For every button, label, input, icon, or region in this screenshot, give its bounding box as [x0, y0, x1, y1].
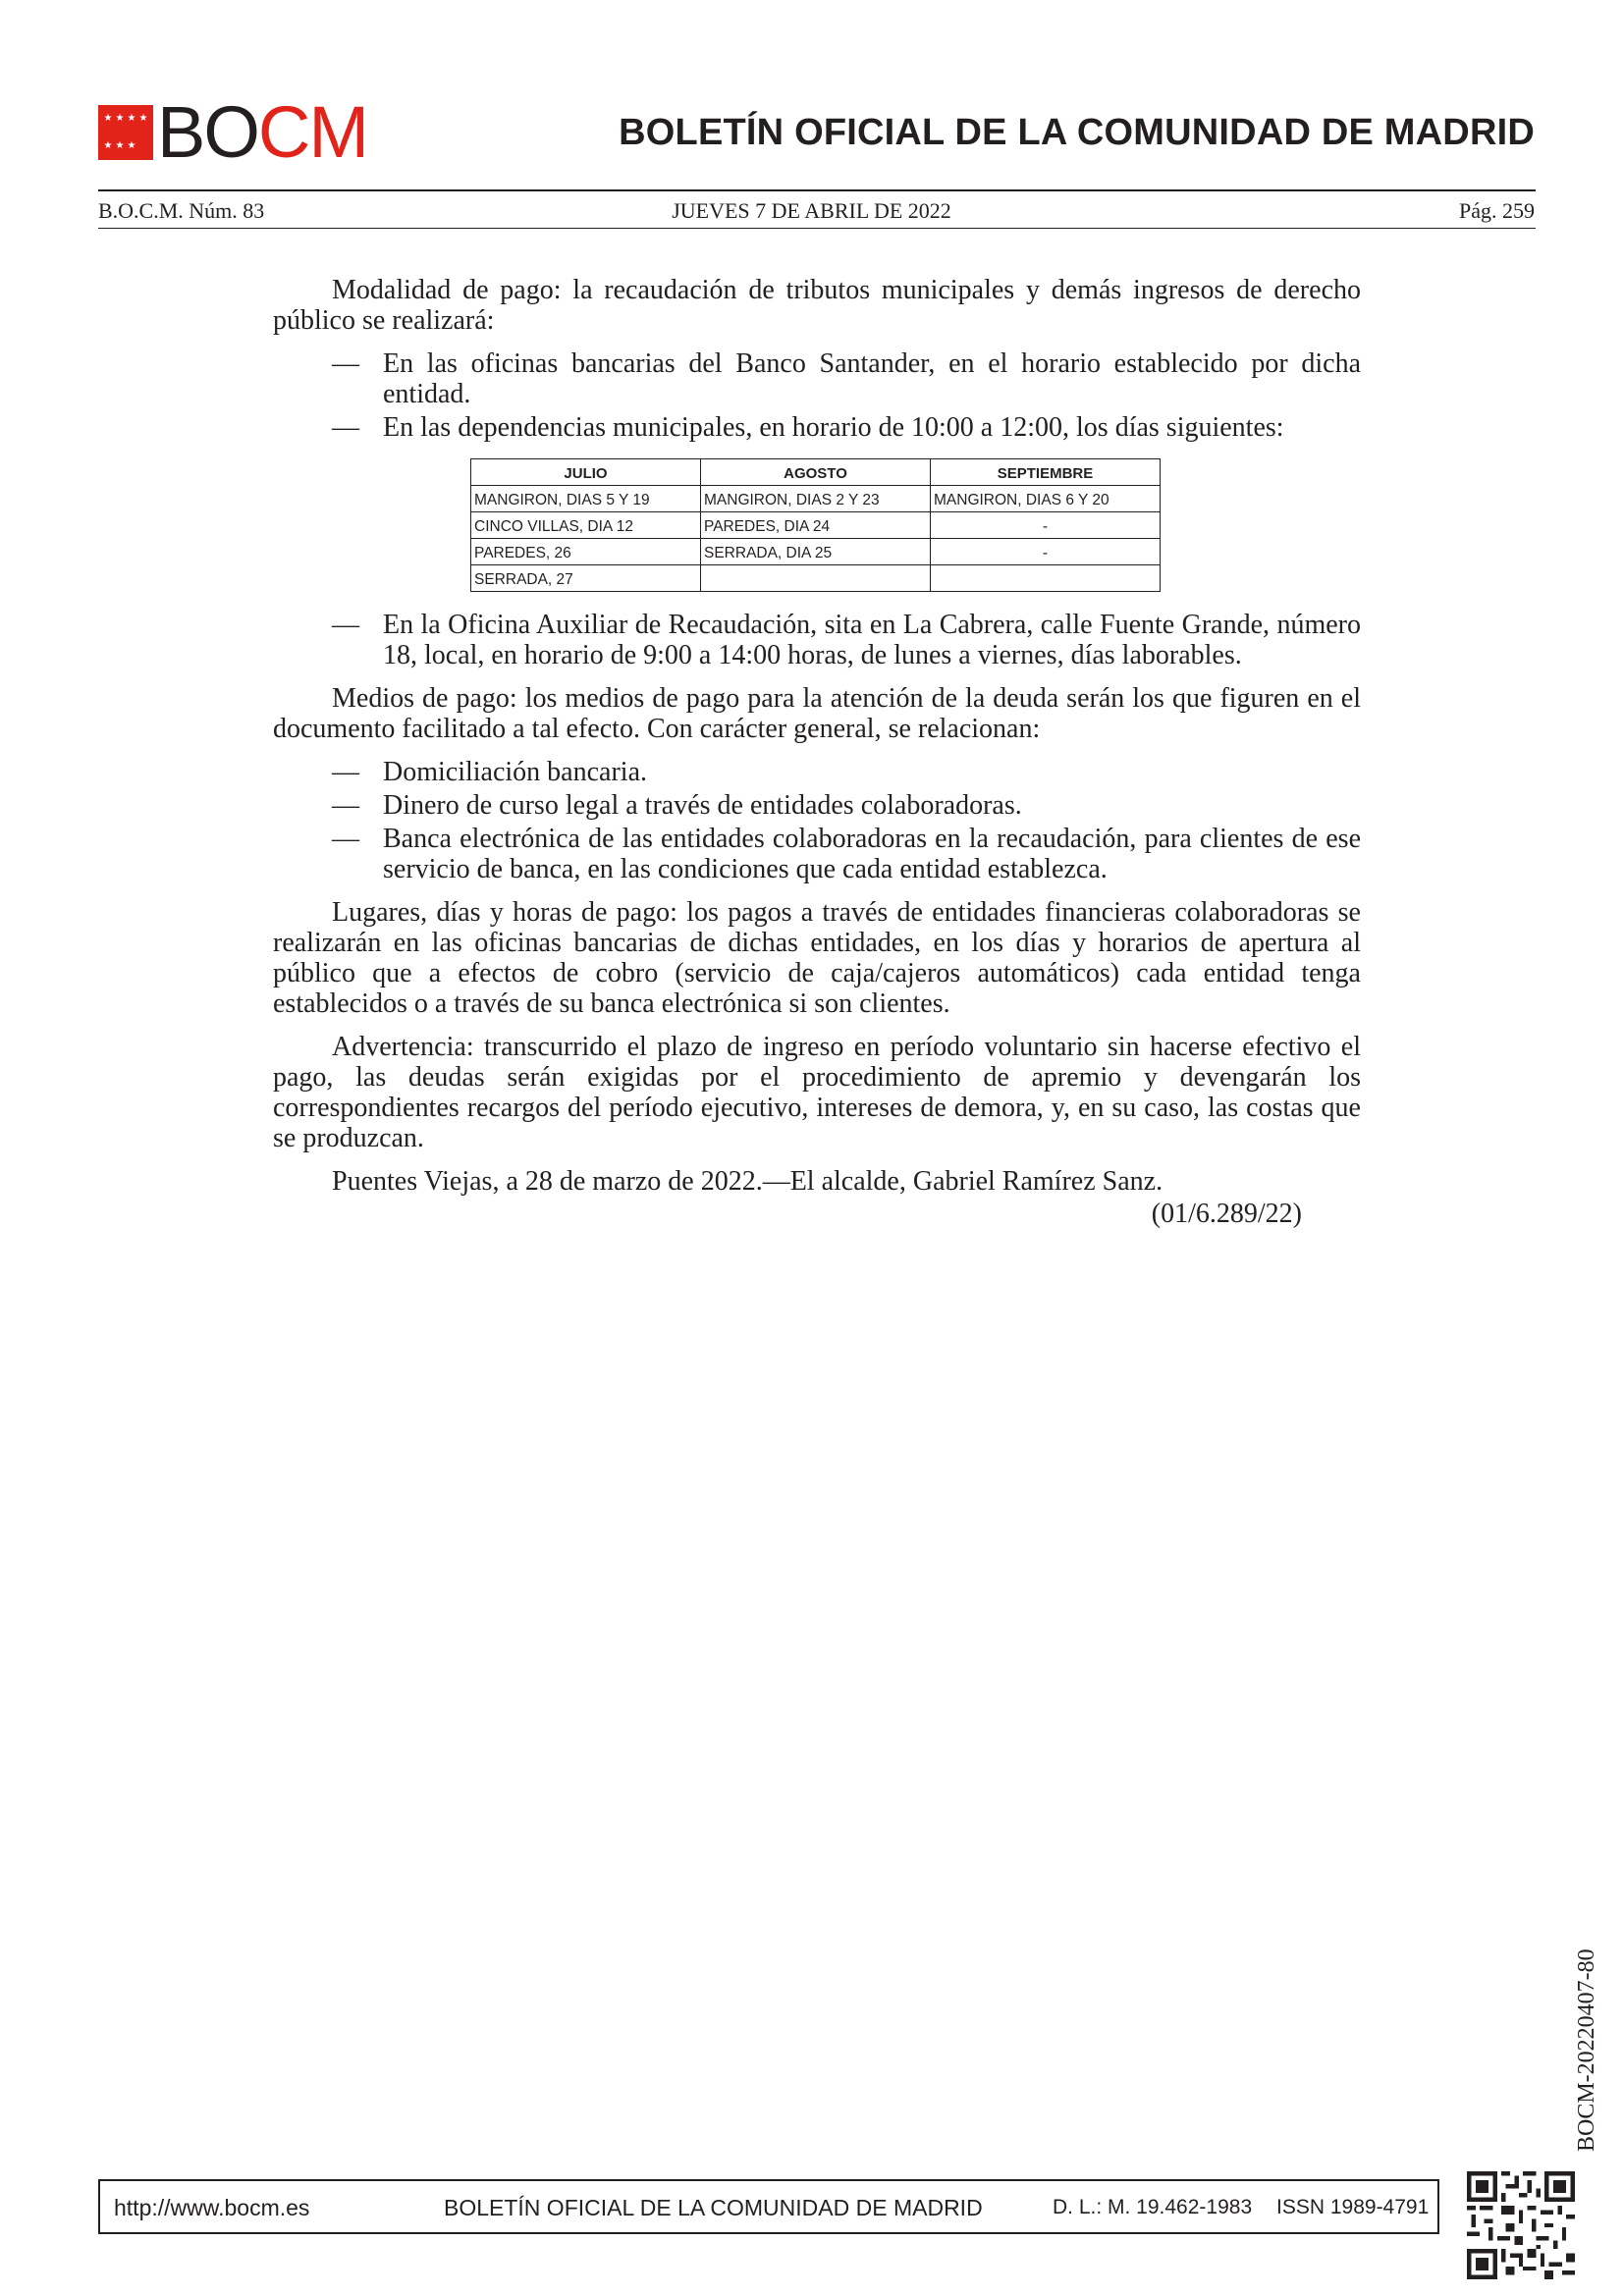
bocm-logo [98, 91, 368, 173]
paragraph-lugares: Lugares, días y horas de pago: los pagos a través de entidades financieras colaboradoras se realizarán en las oficinas bancarias de dichas entidades, en los días y horarios de apertura al público que a efectos de cobro (servicio de caja/cajeros automáticos) cada entidad tenga establecidos o a través de su banca electrónica si son clientes. [273, 897, 1361, 1019]
list-item: — En las dependencias municipales, en horario de 10:00 a 12:00, los días siguientes: [332, 412, 1284, 443]
table-cell: PAREDES, DIA 24 [701, 512, 931, 539]
logo-wordmark: BOCM [157, 91, 368, 173]
list-item: — En las oficinas bancarias del Banco Santander, en el horario establecido por dicha entidad. [332, 348, 1361, 409]
footer-title: BOLETÍN OFICIAL DE LA COMUNIDAD DE MADRID [444, 2195, 983, 2220]
header-rule [98, 189, 1536, 191]
issue-number: B.O.C.M. Núm. 83 [98, 198, 265, 223]
payment-methods-list [273, 757, 1361, 884]
masthead-title: BOLETÍN OFICIAL DE LA COMUNIDAD DE MADRID [619, 112, 1535, 153]
table-cell: - [931, 512, 1161, 539]
list-item: — En la Oficina Auxiliar de Recaudación, sita en La Cabrera, calle Fuente Grande, número 18, local, en horario de 9:00 a 14:00 horas, de lunes a viernes, días laborables. [332, 610, 1361, 670]
table-row [471, 486, 1161, 512]
madrid-flag-icon: ★ ★ ★ ★ ★ ★ ★ [98, 105, 153, 160]
table-row [471, 565, 1161, 592]
column-header-agosto: AGOSTO [701, 459, 931, 486]
paragraph-modalidad: Modalidad de pago: la recaudación de tributos municipales y demás ingresos de derecho público se realizará: [273, 275, 1361, 336]
schedule-table [470, 458, 1161, 592]
list-item: — Banca electrónica de las entidades colaboradoras en la recaudación, para clientes de ese servicio de banca, en las condiciones que cada entidad establezca. [332, 824, 1361, 884]
document-side-code: BOCM-20220407-80 [1574, 1949, 1599, 2152]
footer-url-link[interactable]: http://www.bocm.es [114, 2195, 310, 2220]
paragraph-medios: Medios de pago: los medios de pago para la atención de la deuda serán los que figuren en el documento facilitado a tal efecto. Con carácter general, se relacionan: [273, 683, 1361, 744]
table-cell: MANGIRON, DIAS 2 Y 23 [701, 486, 931, 512]
list-item: — Domiciliación bancaria. [332, 757, 647, 787]
footer-issn: ISSN 1989-4791 [1276, 2196, 1430, 2218]
paragraph-advertencia: Advertencia: transcurrido el plazo de ingreso en período voluntario sin hacerse efectivo el pago, las deudas serán exigidas por el procedimiento de apremio y devengarán los correspondientes recargos del período ejecutivo, intereses de demora, y, en su caso, las costas que se produzcan. [273, 1032, 1361, 1153]
table-cell: SERRADA, 27 [471, 565, 701, 592]
column-header-septiembre: SEPTIEMBRE [931, 459, 1161, 486]
document-body [273, 275, 1361, 1229]
table-cell: SERRADA, DIA 25 [701, 539, 931, 565]
table-cell [701, 565, 931, 592]
table-cell: - [931, 539, 1161, 565]
auxiliary-office-list [273, 610, 1361, 670]
table-cell [931, 565, 1161, 592]
table-cell: MANGIRON, DIAS 5 Y 19 [471, 486, 701, 512]
table-row [471, 512, 1161, 539]
footer-legal-deposit: D. L.: M. 19.462-1983 [1053, 2196, 1253, 2218]
table-cell: PAREDES, 26 [471, 539, 701, 565]
column-header-julio: JULIO [471, 459, 701, 486]
signature-line: Puentes Viejas, a 28 de marzo de 2022.—El alcalde, Gabriel Ramírez Sanz. [332, 1166, 1163, 1197]
qr-code-icon [1467, 2171, 1575, 2279]
header-rule-thin [98, 228, 1536, 229]
table-cell: MANGIRON, DIAS 6 Y 20 [931, 486, 1161, 512]
list-item: — Dinero de curso legal a través de entidades colaboradoras. [332, 790, 1022, 821]
table-row [471, 539, 1161, 565]
payment-places-list [273, 348, 1361, 443]
page-number: Pág. 259 [1459, 198, 1535, 223]
table-header-row [471, 459, 1161, 486]
issue-date: JUEVES 7 DE ABRIL DE 2022 [672, 198, 951, 223]
reference-code: (01/6.289/22) [1151, 1199, 1302, 1229]
table-cell: CINCO VILLAS, DIA 12 [471, 512, 701, 539]
